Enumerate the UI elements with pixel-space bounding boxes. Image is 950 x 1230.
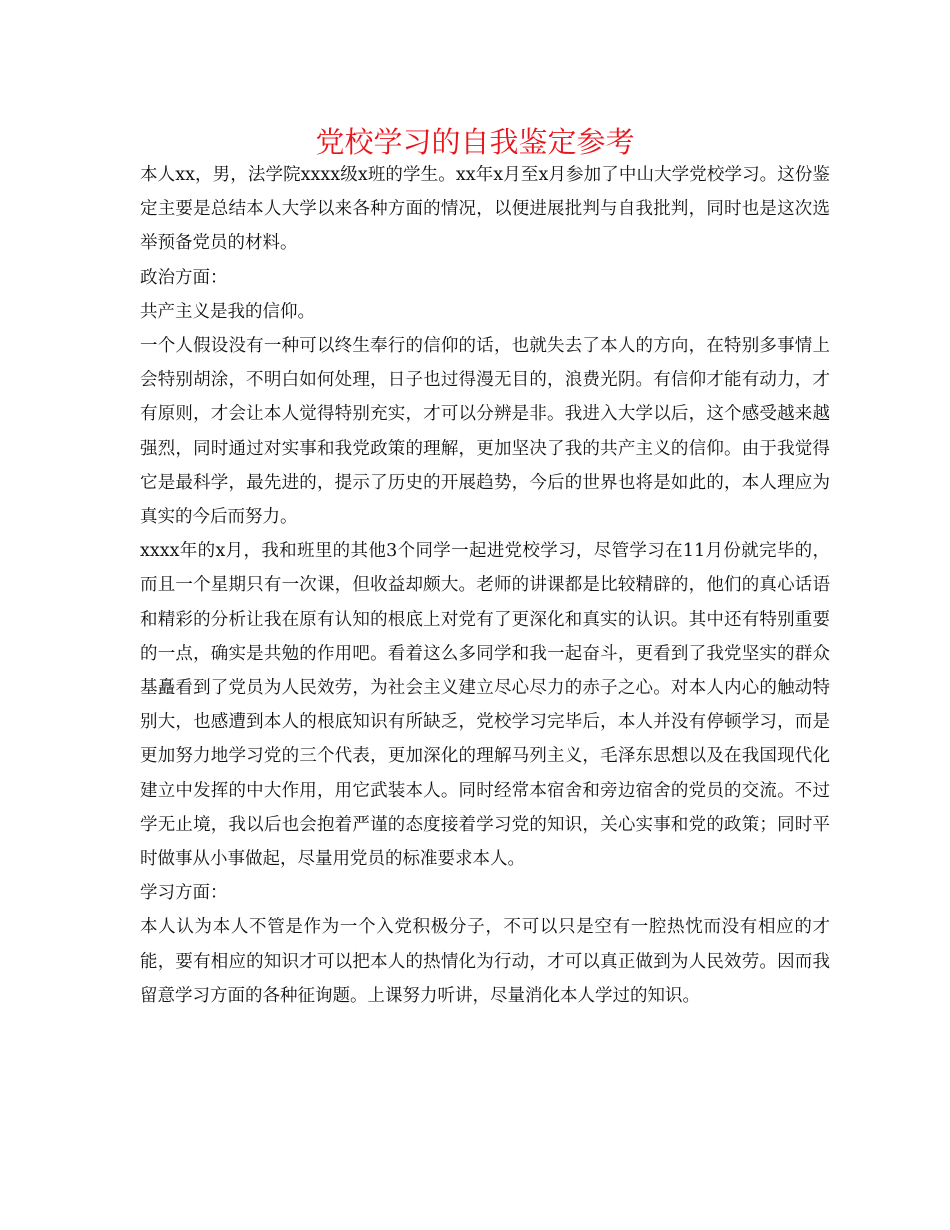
paragraph-intro: 本人xx，男，法学院xxxx级x班的学生。xx年x月至x月参加了中山大学党校学习。这份鉴定主要是总结本人大学以来各种方面的情况，以便进展批判与自我批判，同时也是这次选举预备党员的材料。 — [140, 165, 830, 254]
document-body — [140, 158, 830, 1013]
section-heading-study: 学习方面： — [140, 883, 228, 904]
paragraph-belief: 共产主义是我的信仰。 — [140, 301, 315, 322]
section-heading-politics: 政治方面： — [140, 267, 228, 288]
paragraph-faith: 一个人假设没有一种可以终生奉行的信仰的话，也就失去了本人的方向，在特别多事情上会特别胡涂，不明白如何处理，日子也过得漫无目的，浪费光阴。有信仰才能有动力，才有原则，才会让本人觉得特别充实，才可以分辨是非。我进入大学以后，这个感受越来越强烈，同时通过对实事和我党政策的理解，更加坚决了我的共产主义的信仰。由于我觉得它是最科学，最先进的，提示了历史的开展趋势，今后的世界也将是如此的，本人理应为真实的今后而努力。 — [140, 336, 830, 528]
paragraph-party-school: xxxx年的x月，我和班里的其他3个同学一起进党校学习，尽管学习在11月份就完毕的，而且一个星期只有一次课，但收益却颇大。老师的讲课都是比较精辟的，他们的真心话语和精彩的分析让我在原有认知的根底上对党有了更深化和真实的认识。其中还有特别重要的一点，确实是共勉的作用吧。看着这么多同学和我一起奋斗，更看到了我党坚实的群众基矗看到了党员为人民效劳，为社会主义建立尽心尽力的赤子之心。对本人内心的触动特别大，也感遭到本人的根底知识有所缺乏，党校学习完毕后，本人并没有停顿学习，而是更加努力地学习党的三个代表，更加深化的理解马列主义，毛泽东思想以及在我国现代化建立中发挥的中大作用，用它武装本人。同时经常本宿舍和旁边宿舍的党员的交流。不过学无止境，我以后也会抱着严谨的态度接着学习党的知识，关心实事和党的政策；同时平时做事从小事做起，尽量用党员的标准要求本人。 — [140, 541, 830, 870]
document-title: 党校学习的自我鉴定参考 — [315, 125, 635, 159]
paragraph-study: 本人认为本人不管是作为一个入党积极分子，不可以只是空有一腔热忱而没有相应的才能，要有相应的知识才可以把本人的热情化为行动，才可以真正做到为人民效劳。因而我留意学习方面的各种征询题。上课努力听讲，尽量消化本人学过的知识。 — [140, 917, 830, 1006]
